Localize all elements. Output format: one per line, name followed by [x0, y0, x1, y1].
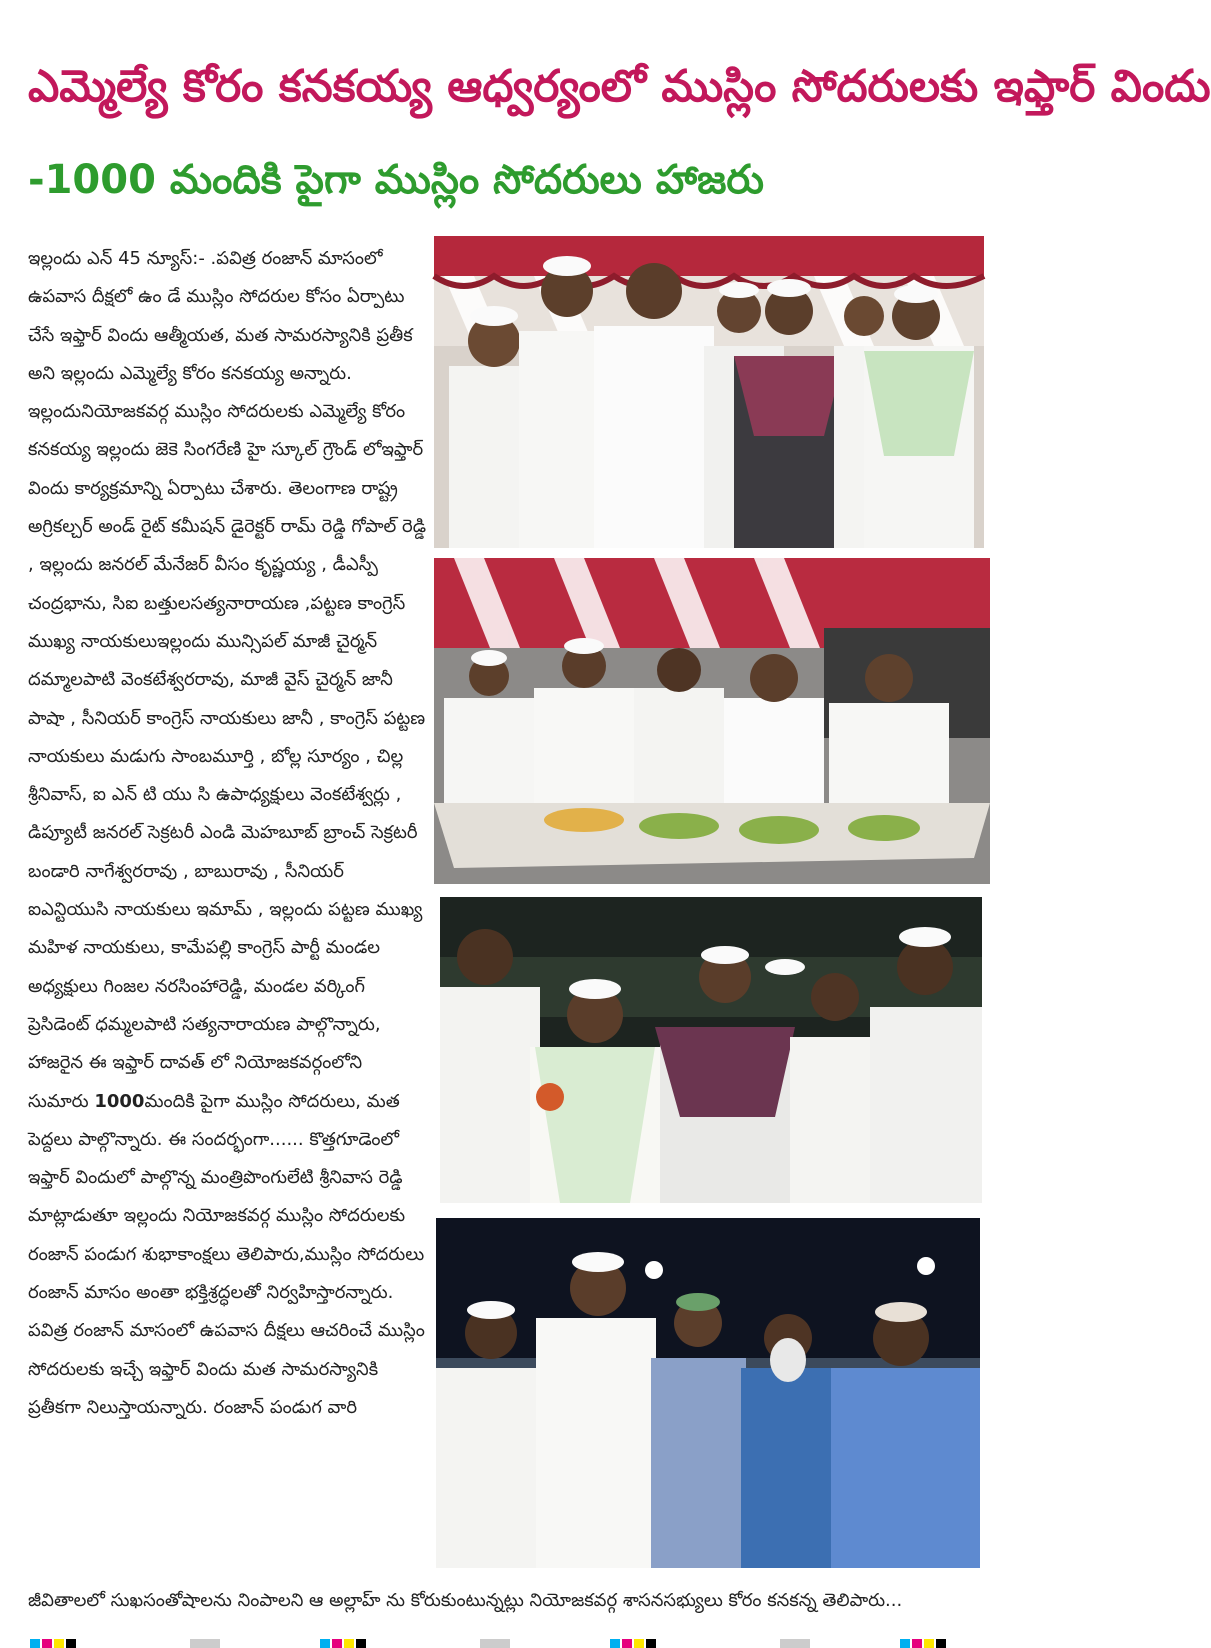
subheadline: -1000 మందికి పైగా ముస్లిం సోదరులు హాజరు [28, 157, 764, 203]
print-color-bar [0, 1636, 1018, 1648]
photo-iftar-table [434, 558, 990, 884]
article-body [28, 240, 428, 1427]
photo-night-greeting [440, 897, 982, 1203]
attendee-count: 1000 [94, 1090, 145, 1112]
photo-group-portrait [434, 236, 984, 548]
closing-line: జీవితాలలో సుఖసంతోషాలను నింపాలని ఆ అల్లాహ్ ను కోరుకుంటున్నట్లు నియోజకవర్గ శాసనసభ్యులు కోరం కనకన్న తెలిపారు... [28, 1590, 903, 1611]
photo-ground-group [436, 1218, 980, 1568]
article-text-part-1: ఇల్లందు ఎన్ 45 న్యూస్:- .పవిత్ర రంజాన్ మాసంలో ఉపవాస దీక్షలో ఉం డే ముస్లిం సోదరుల కోసం ఏర్పాటు చేసే ఇఫ్తార్ విందు ఆత్మీయత, మత సామరస్యానికి ప్రతీక అని ఇల్లందు ఎమ్మెల్యే కోరం కనకయ్య అన్నారు. ఇల్లందునియోజకవర్గ ముస్లిం సోదరులకు ఎమ్మెల్యే కోరం కనకయ్య ఇల్లందు జెకె సింగరేణి హై స్కూల్ గ్రౌండ్ లోఇఫ్తార్ విందు కార్యక్రమాన్ని ఏర్పాటు చేశారు. తెలంగాణ రాష్ట్ర అగ్రికల్చర్ అండ్ రైట్ కమీషన్ డైరెక్టర్ రామ్ రెడ్డి గోపాల్ రెడ్డి , ఇల్లందు జనరల్ మేనేజర్ వీసం కృష్ణయ్య , డీఎస్పీ చంద్రభాను, సిఐ బత్తులసత్యనారాయణ ,పట్టణ కాంగ్రెస్ ముఖ్య నాయకులుఇల్లందు మున్సిపల్ మాజీ చైర్మన్ దమ్మాలపాటి వెంకటేశ్వరరావు, మాజీ వైస్ చైర్మన్ జానీ పాషా , సీనియర్ కాంగ్రెస్ నాయకులు జానీ , కాంగ్రెస్ పట్టణ నాయకులు మడుగు సాంబమూర్తి , బోల్ల సూర్యం , చిల్ల శ్రీనివాస్, ఐ ఎన్ టి యు సి ఉపాధ్యక్షులు వెంకటేశ్వర్లు , డిప్యూటీ జనరల్ సెక్రటరీ ఎండి మెహబూబ్ బ్రాంచ్ సెక్రటరీ బండారి నాగేశ్వరరావు , బాబురావు , సీనియర్ ఐఎన్టియుసి నాయకులు ఇమామ్ , ఇల్లందు పట్టణ ముఖ్య మహిళ నాయకులు, కామేపల్లి కాంగ్రెస్ పార్టీ మండల అధ్యక్షులు గింజల నరసింహారెడ్డి, మండల వర్కింగ్ ప్రెసిడెంట్ ధమ్మలపాటి సత్యనారాయణ పాల్గొన్నారు, హాజరైన ఈ ఇఫ్తార్ దావత్ లో నియోజకవర్గంలోని సుమారు [28, 248, 427, 1112]
headline: ఎమ్మెల్యే కోరం కనకయ్య ఆధ్వర్యంలో ముస్లిం సోదరులకు ఇఫ్తార్ విందు [28, 61, 1211, 112]
article-text-part-2: మందికి పైగా ముస్లిం సోదరులు, మత పెద్దలు పాల్గొన్నారు. ఈ సందర్భంగా...... కొత్తగూడెంలో ఇఫ్తార్ విందులో పాల్గొన్న మంత్రిపొంగులేటి శ్రీనివాస రెడ్డి మాట్లాడుతూ ఇల్లందు నియోజకవర్గ ముస్లిం సోదరులకు రంజాన్ పండుగ శుభాకాంక్షలు తెలిపారు,ముస్లిం సోదరులు రంజాన్ మాసం అంతా భక్తిశ్రద్ధలతో నిర్వహిస్తారన్నారు. పవిత్ర రంజాన్ మాసంలో ఉపవాస దీక్షలు ఆచరించే ముస్లిం సోదరులకు ఇచ్చే ఇఫ్తార్ విందు మత సామరస్యానికి ప్రతీకగా నిలుస్తాయన్నారు. రంజాన్ పండుగ వారి [28, 1090, 425, 1418]
article-paragraph [28, 240, 428, 1427]
